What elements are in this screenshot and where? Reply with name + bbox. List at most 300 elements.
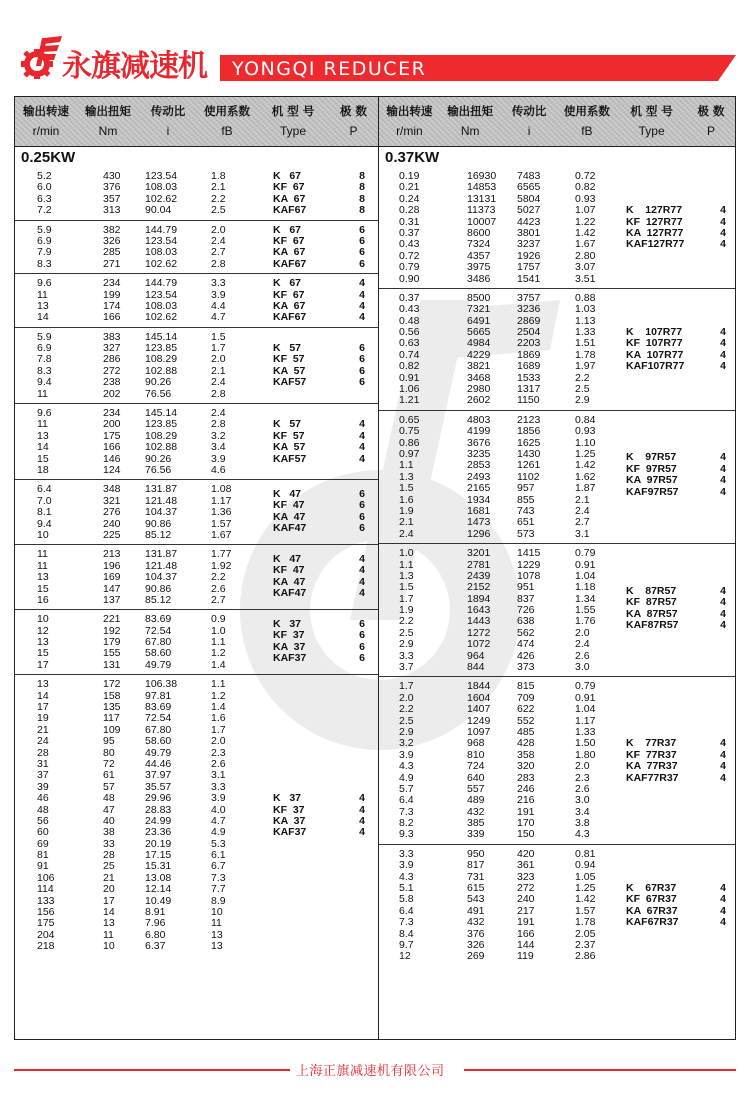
poles: 4: [359, 564, 365, 577]
output-speed: 1.5: [399, 581, 414, 594]
output-speed: 7.3: [399, 805, 414, 818]
service-factor: 2.4: [211, 234, 226, 247]
service-factor: 3.0: [575, 794, 590, 807]
output-speed: 1.3: [399, 569, 414, 582]
output-speed: 13: [37, 299, 49, 312]
ratio: 7.96: [145, 917, 166, 930]
header-type-cn: 机 型 号: [630, 104, 673, 118]
ratio: 90.26: [145, 452, 172, 465]
service-factor: 2.7: [211, 593, 226, 606]
ratio: 1757: [517, 261, 541, 274]
service-factor: 1.55: [575, 604, 596, 617]
header-type: Type: [279, 124, 306, 138]
model-type: KF 37: [273, 629, 305, 642]
poles: 6: [359, 640, 365, 653]
output-speed: 14: [37, 441, 49, 454]
model-type: KA 67: [273, 299, 306, 312]
service-factor: 2.6: [211, 582, 226, 595]
ratio: 323: [517, 870, 535, 883]
table-row: [379, 506, 735, 517]
poles: 4: [359, 429, 365, 442]
poles: 8: [359, 170, 365, 182]
ratio: 951: [517, 581, 535, 594]
output-torque: 25: [103, 860, 115, 873]
poles: 4: [720, 618, 726, 631]
output-speed: 0.90: [399, 272, 420, 285]
table-row: [15, 873, 378, 884]
power-rating: 0.37KW: [385, 149, 440, 166]
ratio: 104.37: [145, 571, 178, 584]
ratio: 1430: [517, 447, 541, 460]
table-right-half: [379, 97, 735, 1039]
output-speed: 5.1: [399, 882, 414, 895]
model-type: KF 37: [273, 803, 305, 816]
output-speed: 9.7: [399, 939, 414, 951]
model-group: [15, 328, 378, 404]
poles: 6: [359, 629, 365, 642]
output-torque: 2781: [467, 558, 491, 571]
table-row: [15, 850, 378, 861]
table-row: [379, 807, 735, 818]
table-row: [379, 438, 735, 449]
output-speed: 4.3: [399, 760, 414, 773]
model-group: [379, 289, 735, 411]
model-type: KF 127R77: [626, 215, 683, 228]
output-speed: 11: [37, 559, 48, 572]
service-factor: 1.77: [211, 548, 232, 561]
ratio: 90.26: [145, 376, 172, 389]
poles: 4: [720, 238, 726, 251]
service-factor: 2.7: [575, 516, 590, 529]
poles: 4: [720, 462, 726, 475]
output-speed: 46: [37, 792, 49, 805]
header-poles: P: [706, 124, 715, 138]
output-speed: 0.31: [399, 215, 420, 228]
ratio: 144.79: [145, 223, 178, 236]
output-speed: 13: [37, 678, 49, 691]
model-type: KA 67: [273, 246, 306, 259]
header-output-speed: r/min: [396, 124, 423, 138]
ratio: 90.86: [145, 517, 172, 530]
poles: 6: [359, 510, 365, 523]
poles: 6: [359, 234, 365, 247]
output-torque: 1604: [467, 691, 491, 704]
ratio: 12.14: [145, 883, 172, 896]
model-type: KF 67: [273, 288, 305, 301]
header-poles-cn: 极 数: [339, 104, 367, 118]
output-speed: 5.8: [399, 893, 414, 906]
model-type: KF 67: [273, 181, 305, 194]
table-row: [379, 951, 735, 962]
poles: 6: [359, 342, 365, 355]
service-factor: 3.07: [575, 261, 596, 274]
ratio: 85.12: [145, 528, 172, 541]
output-torque: 1097: [467, 725, 491, 738]
poles: 4: [720, 916, 726, 929]
ratio: 6565: [517, 181, 541, 194]
model-type: KA 107R77: [626, 348, 684, 361]
ratio: 35.57: [145, 780, 172, 793]
model-type: KAF47: [273, 587, 307, 600]
output-speed: 0.37: [399, 291, 420, 304]
service-factor: 2.4: [575, 504, 590, 517]
output-torque: 376: [467, 927, 485, 940]
ratio: 23.36: [145, 826, 172, 839]
model-types: [273, 171, 373, 217]
ratio: 216: [517, 794, 535, 807]
output-torque: 2165: [467, 482, 491, 495]
ratio: 123.54: [145, 234, 178, 247]
model-type: KAF67: [273, 311, 307, 324]
output-torque: 276: [103, 506, 121, 519]
model-types: [273, 793, 373, 839]
service-factor: 1.78: [575, 348, 596, 361]
service-factor: 2.1: [575, 493, 590, 506]
model-types: [273, 554, 373, 600]
service-factor: 0.91: [575, 691, 596, 704]
table-row: [15, 736, 378, 747]
table-row: [379, 784, 735, 795]
output-speed: 3.9: [399, 859, 414, 872]
model-type: K 87R57: [626, 584, 677, 597]
output-torque: 7324: [467, 238, 491, 251]
table-row: [15, 839, 378, 850]
ratio: 562: [517, 626, 535, 639]
poles: 4: [359, 826, 365, 839]
poles: 4: [720, 904, 726, 917]
model-type: KAF107R77: [626, 360, 685, 373]
output-torque: 38: [103, 826, 115, 839]
output-torque: 33: [103, 837, 115, 850]
output-torque: 61: [103, 769, 115, 782]
output-torque: 4199: [467, 425, 491, 438]
ratio: 3236: [517, 303, 541, 316]
output-torque: 817: [467, 859, 485, 872]
output-torque: 196: [103, 559, 121, 572]
output-torque: 155: [103, 647, 121, 660]
service-factor: 1.42: [575, 226, 596, 239]
model-group: [15, 221, 378, 275]
service-factor: 2.8: [211, 387, 226, 400]
output-torque: 557: [467, 782, 485, 795]
service-factor: 0.93: [575, 192, 596, 205]
ratio: 855: [517, 493, 535, 506]
model-group: [15, 480, 378, 545]
output-speed: 5.9: [37, 223, 52, 236]
output-speed: 48: [37, 803, 49, 816]
service-factor: 2.0: [211, 223, 226, 236]
table-row: [15, 725, 378, 736]
model-type: KAF97R57: [626, 485, 679, 498]
service-factor: 3.8: [575, 817, 590, 830]
output-torque: 430: [103, 170, 121, 182]
ratio: 10.49: [145, 894, 172, 907]
service-factor: 3.51: [575, 272, 596, 285]
output-torque: 238: [103, 376, 121, 389]
header-poles-cn: 极 数: [697, 104, 725, 118]
table-row: [15, 702, 378, 713]
table-row: [379, 426, 735, 437]
output-speed: 0.63: [399, 337, 420, 350]
model-type: KA 97R57: [626, 474, 678, 487]
ratio: 37.97: [145, 769, 172, 782]
output-torque: 131: [103, 658, 121, 671]
model-types: [273, 619, 373, 665]
model-group: [15, 167, 378, 221]
poles: 6: [359, 223, 365, 236]
output-torque: 489: [467, 794, 485, 807]
model-type: K 77R37: [626, 737, 677, 750]
table-row: [15, 713, 378, 724]
brand-name-en: YONGQI REDUCER: [232, 58, 427, 80]
service-factor: 2.8: [211, 257, 226, 270]
output-speed: 1.7: [399, 592, 414, 605]
service-factor: 1.2: [211, 689, 226, 702]
footer-rule-left: [14, 1069, 290, 1071]
header-service-factor-cn: 使用系数: [563, 104, 610, 118]
poles: 4: [720, 326, 726, 339]
service-factor: 1.25: [575, 447, 596, 460]
ratio: 651: [517, 516, 535, 529]
ratio: 1533: [517, 371, 541, 384]
poles: 4: [720, 348, 726, 361]
ratio: 3237: [517, 238, 541, 251]
service-factor: 2.0: [575, 760, 590, 773]
output-speed: 106: [37, 871, 55, 884]
ratio: 13.08: [145, 871, 172, 884]
output-speed: 2.2: [399, 703, 414, 716]
ratio: 72.54: [145, 712, 172, 725]
ratio: 123.85: [145, 342, 178, 355]
output-speed: 1.06: [399, 383, 420, 396]
output-speed: 6.4: [37, 483, 52, 496]
ratio: 246: [517, 782, 535, 795]
table-row: [379, 415, 735, 426]
service-factor: 0.79: [575, 547, 596, 560]
poles: 6: [359, 353, 365, 366]
ratio: 166: [517, 927, 535, 940]
output-speed: 11: [37, 288, 48, 301]
ratio: 426: [517, 649, 535, 662]
model-type: K 67: [273, 277, 302, 290]
table-row: [379, 251, 735, 262]
output-speed: 0.37: [399, 226, 420, 239]
output-torque: 202: [103, 387, 121, 400]
table-row: [379, 716, 735, 727]
service-factor: 1.0: [211, 624, 226, 637]
model-type: KF 67: [273, 234, 305, 247]
poles: 4: [359, 803, 365, 816]
service-factor: 2.2: [211, 571, 226, 584]
output-speed: 0.97: [399, 447, 420, 460]
ratio: 191: [517, 916, 535, 929]
service-factor: 4.3: [575, 828, 590, 841]
service-factor: 6.7: [211, 860, 226, 873]
poles: 6: [359, 487, 365, 500]
output-torque: 192: [103, 624, 121, 637]
ratio: 76.56: [145, 387, 172, 400]
output-speed: 60: [37, 826, 49, 839]
service-factor: 13: [211, 928, 223, 941]
output-speed: 3.2: [399, 737, 414, 750]
output-speed: 0.19: [399, 170, 420, 182]
output-speed: 39: [37, 780, 49, 793]
ratio: 4423: [517, 215, 541, 228]
output-speed: 7.8: [37, 353, 52, 366]
ratio: 170: [517, 817, 535, 830]
output-torque: 383: [103, 330, 121, 343]
output-torque: 432: [467, 916, 485, 929]
service-factor: 1.42: [575, 893, 596, 906]
service-factor: 0.88: [575, 291, 596, 304]
output-speed: 1.7: [399, 680, 414, 693]
output-torque: 1934: [467, 493, 491, 506]
poles: 4: [359, 587, 365, 600]
output-torque: 4229: [467, 348, 491, 361]
model-type: KA 37: [273, 640, 306, 653]
model-group: [379, 411, 735, 544]
output-torque: 213: [103, 548, 121, 561]
poles: 4: [359, 452, 365, 465]
service-factor: 2.1: [211, 181, 226, 194]
service-factor: 1.03: [575, 303, 596, 316]
service-factor: 1.1: [211, 678, 226, 691]
output-torque: 1894: [467, 592, 491, 605]
ratio: 67.80: [145, 723, 172, 736]
model-type: KA 57: [273, 364, 306, 377]
service-factor: 7.3: [211, 871, 226, 884]
output-torque: 28: [103, 849, 115, 862]
table-row: [379, 373, 735, 384]
output-speed: 6.9: [37, 234, 52, 247]
output-torque: 4803: [467, 413, 491, 426]
ratio: 2203: [517, 337, 541, 350]
output-torque: 615: [467, 882, 485, 895]
output-torque: 14853: [467, 181, 497, 194]
output-speed: 14: [37, 311, 49, 324]
service-factor: 1.7: [211, 342, 226, 355]
output-torque: 240: [103, 517, 121, 530]
footer-rule-right: [464, 1069, 736, 1071]
poles: 4: [720, 607, 726, 620]
poles: 4: [720, 204, 726, 217]
ratio: 1415: [517, 547, 541, 560]
ratio: 150: [517, 828, 535, 841]
table-row: [379, 662, 735, 673]
model-type: KAF57: [273, 376, 307, 389]
poles: 4: [359, 277, 365, 290]
model-type: KA 37: [273, 815, 306, 828]
ratio: 726: [517, 604, 535, 617]
table-row: [15, 770, 378, 781]
service-factor: 1.04: [575, 569, 596, 582]
model-types: [273, 225, 373, 271]
output-speed: 18: [37, 463, 49, 476]
service-factor: 0.9: [211, 613, 226, 626]
model-types: [273, 419, 373, 465]
output-torque: 8500: [467, 291, 491, 304]
model-type: KA 57: [273, 441, 306, 454]
ratio: 815: [517, 680, 535, 693]
poles: 4: [720, 771, 726, 784]
output-speed: 0.21: [399, 181, 420, 194]
output-speed: 0.43: [399, 303, 420, 316]
service-factor: 2.2: [211, 192, 226, 205]
ratio: 58.60: [145, 647, 172, 660]
service-factor: 2.6: [211, 757, 226, 770]
output-torque: 10: [103, 940, 115, 953]
service-factor: 1.80: [575, 748, 596, 761]
group-list: [15, 167, 378, 956]
service-factor: 3.9: [211, 792, 226, 805]
table-row: [379, 262, 735, 273]
service-factor: 1.57: [575, 904, 596, 917]
ratio: 97.81: [145, 689, 172, 702]
model-type: K 57: [273, 418, 302, 431]
model-type: KF 57: [273, 429, 305, 442]
output-speed: 9.4: [37, 376, 52, 389]
poles: 4: [720, 474, 726, 487]
output-speed: 16: [37, 593, 49, 606]
ratio: 6.80: [145, 928, 166, 941]
model-group: [379, 845, 735, 966]
output-torque: 964: [467, 649, 485, 662]
ratio: 1229: [517, 558, 541, 571]
header-output-torque: Nm: [98, 124, 118, 138]
table-row: [379, 693, 735, 704]
output-speed: 10: [37, 613, 49, 626]
ratio: 102.88: [145, 441, 178, 454]
output-torque: 1249: [467, 714, 491, 727]
service-factor: 4.0: [211, 803, 226, 816]
output-torque: 376: [103, 181, 121, 194]
table-row: [379, 517, 735, 528]
ratio: 29.96: [145, 792, 172, 805]
service-factor: 4.6: [211, 463, 226, 476]
table-row: [15, 408, 378, 419]
ratio: 90.04: [145, 204, 172, 217]
poles: 4: [359, 815, 365, 828]
output-speed: 5.7: [399, 782, 414, 795]
header-poles: P: [349, 124, 358, 138]
output-torque: 21: [103, 871, 115, 884]
model-type: K 107R77: [626, 326, 683, 339]
output-speed: 133: [37, 894, 55, 907]
output-speed: 4.3: [399, 870, 414, 883]
header-ratio: i: [166, 124, 170, 138]
output-speed: 2.1: [399, 516, 414, 529]
service-factor: 1.36: [211, 506, 232, 519]
service-factor: 13: [211, 940, 223, 953]
model-group: [379, 167, 735, 289]
output-speed: 1.3: [399, 470, 414, 483]
ratio: 17.15: [145, 849, 172, 862]
table-row: [15, 896, 378, 907]
ratio: 373: [517, 661, 535, 674]
output-torque: 11: [103, 928, 114, 941]
model-group: [15, 610, 378, 675]
output-speed: 11: [37, 548, 48, 561]
output-torque: 269: [467, 950, 485, 963]
service-factor: 3.1: [211, 769, 226, 782]
service-factor: 2.5: [211, 204, 226, 217]
service-factor: 2.5: [575, 383, 590, 396]
ratio: 67.80: [145, 636, 172, 649]
ratio: 217: [517, 904, 535, 917]
output-speed: 2.2: [399, 615, 414, 628]
output-torque: 179: [103, 636, 121, 649]
output-torque: 158: [103, 689, 121, 702]
